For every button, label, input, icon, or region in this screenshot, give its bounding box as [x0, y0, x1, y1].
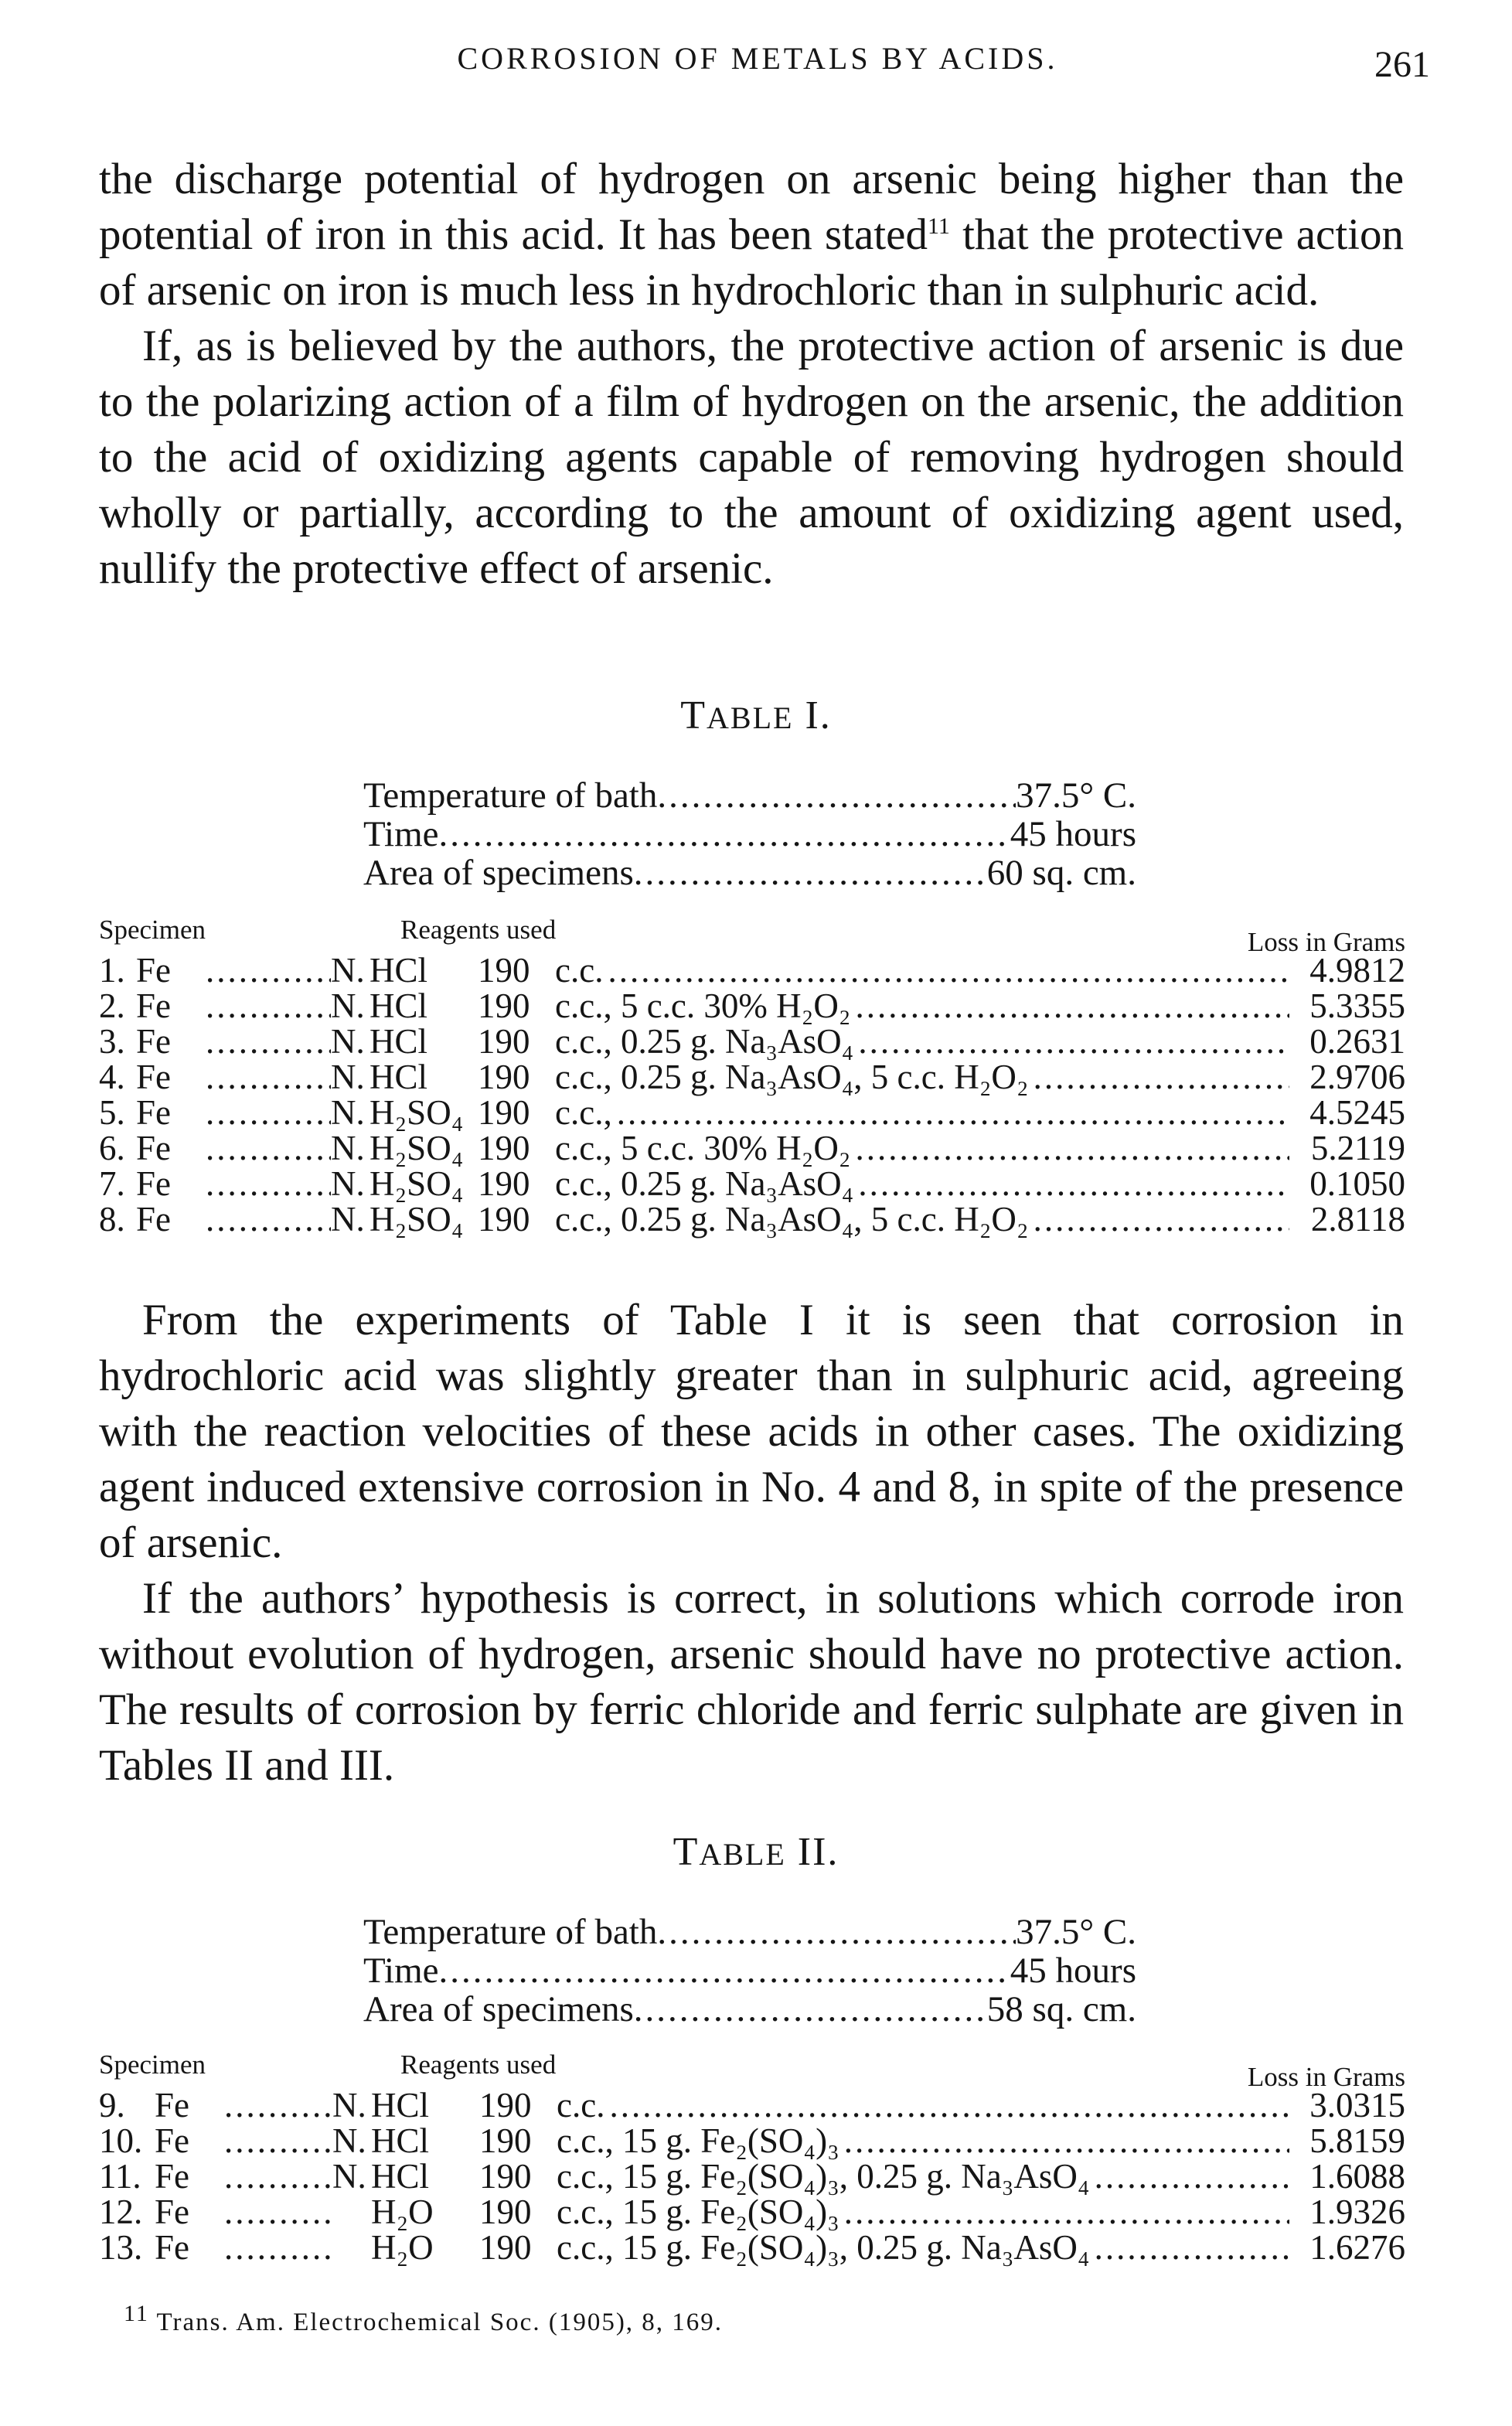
column-header-specimen: Specimen [99, 915, 206, 945]
row-number: 13. [99, 2228, 143, 2267]
row-loss: 4.5245 [1309, 1093, 1405, 1132]
row-acid: H₂SO₄ [369, 1164, 464, 1203]
row-volume: 190 [479, 2121, 532, 2160]
row-loss: 4.9812 [1309, 951, 1405, 990]
row-acid: HCl [371, 2157, 430, 2196]
paragraph-1 [99, 152, 1404, 319]
table-row [99, 1166, 1405, 1201]
row-additions: c.c., [555, 1093, 612, 1132]
dot-leader [603, 952, 1289, 988]
dot-leader [851, 988, 1290, 1024]
dot-leader [839, 2194, 1289, 2230]
table-row [99, 2159, 1405, 2194]
page-number: 261 [1374, 44, 1430, 85]
row-additions: c.c., 0.25 g. Na₃AsO₄, 5 c.c. H₂O₂ [555, 1200, 1029, 1239]
row-normality: N. [332, 2121, 366, 2160]
row-number: 5. [99, 1093, 125, 1132]
row-loss: 1.9326 [1309, 2193, 1405, 2231]
dot-leader [1029, 1201, 1289, 1237]
row-metal: Fe [136, 1200, 171, 1239]
dot-leader [634, 1990, 987, 2029]
condition-row [363, 1951, 1136, 1990]
row-volume: 190 [479, 2157, 532, 2196]
row-number: 7. [99, 1164, 125, 1203]
row-loss: 3.0315 [1309, 2086, 1405, 2124]
condition-label: Temperature of bath [363, 1912, 658, 1952]
table-2-caption-number: II. [797, 1830, 839, 1874]
table-2-caption [0, 1829, 1512, 1875]
column-header-loss: Loss in Grams [1247, 927, 1405, 957]
table-2-caption-word: ABLE [699, 1837, 786, 1872]
dot-leader [206, 988, 331, 1024]
row-metal: Fe [136, 1129, 171, 1167]
condition-row [363, 1990, 1136, 2029]
dot-leader [839, 2123, 1289, 2159]
row-acid: HCl [369, 951, 428, 990]
table-1-caption-word: ABLE [707, 700, 794, 735]
table-2 [99, 2041, 1405, 2265]
row-volume: 190 [478, 1058, 530, 1096]
running-title: CORROSION OF METALS BY ACIDS. [457, 41, 1058, 76]
table-1 [99, 906, 1405, 1237]
dot-leader [206, 1130, 331, 1166]
row-normality: N. [331, 986, 365, 1025]
footnote-text: Trans. Am. Electrochemical Soc. (1905), 8, 169. [156, 2308, 724, 2336]
column-header-reagents: Reagents used [400, 2049, 557, 2080]
table-row [99, 2123, 1405, 2159]
condition-value: 60 sq. cm. [986, 853, 1136, 893]
condition-row [363, 776, 1136, 815]
condition-label: Area of specimens [363, 1989, 634, 2029]
row-volume: 190 [479, 2228, 532, 2267]
row-normality: N. [331, 1164, 365, 1203]
row-loss: 5.8159 [1309, 2121, 1405, 2160]
row-loss: 5.2119 [1310, 1129, 1405, 1167]
condition-label: Area of specimens [363, 853, 634, 893]
row-number: 11. [99, 2157, 141, 2196]
row-loss: 2.8118 [1310, 1200, 1405, 1239]
row-normality: N. [331, 1129, 365, 1167]
table-row [99, 1130, 1405, 1166]
row-additions: c.c., 15 g. Fe₂(SO₄)₃ [557, 2121, 839, 2160]
row-additions: c.c., 0.25 g. Na₃AsO₄, 5 c.c. H₂O₂ [555, 1058, 1029, 1096]
row-acid: H₂SO₄ [369, 1129, 464, 1167]
row-loss: 0.1050 [1309, 1164, 1405, 1203]
table-row [99, 988, 1405, 1024]
condition-label: Time [363, 1951, 439, 1991]
dot-leader [206, 1024, 331, 1059]
row-volume: 190 [478, 1164, 530, 1203]
row-number: 10. [99, 2121, 143, 2160]
dot-leader [206, 1166, 331, 1201]
table-2-caption-initial: T [673, 1830, 700, 1874]
dot-leader [604, 2087, 1289, 2123]
condition-value: 37.5° C. [1016, 1912, 1136, 1952]
table-row [99, 2087, 1405, 2123]
row-volume: 190 [478, 1200, 530, 1239]
dot-leader [853, 1166, 1289, 1201]
row-volume: 190 [478, 986, 530, 1025]
dot-leader [439, 1951, 1010, 1990]
text-block-middle [99, 1293, 1404, 1794]
row-acid: HCl [369, 986, 428, 1025]
table-2-header [99, 2041, 1405, 2092]
dot-leader [224, 2194, 332, 2230]
row-acid: H₂SO₄ [369, 1093, 464, 1132]
dot-leader [657, 776, 1016, 815]
row-volume: 190 [479, 2193, 532, 2231]
row-number: 3. [99, 1022, 125, 1061]
row-metal: Fe [155, 2157, 189, 2196]
row-volume: 190 [479, 2086, 532, 2124]
dot-leader [206, 1095, 331, 1130]
condition-row [363, 854, 1136, 892]
dot-leader [224, 2087, 332, 2123]
row-normality: N. [331, 1058, 365, 1096]
row-normality: N. [332, 2157, 366, 2196]
table-1-caption-initial: T [680, 693, 707, 738]
row-metal: Fe [136, 951, 171, 990]
row-metal: Fe [155, 2193, 189, 2231]
row-normality: N. [331, 1093, 365, 1132]
row-normality: N. [331, 951, 365, 990]
table-row [99, 1024, 1405, 1059]
dot-leader [224, 2123, 332, 2159]
table-row [99, 1095, 1405, 1130]
row-additions: c.c., 0.25 g. Na₃AsO₄ [555, 1164, 854, 1203]
row-normality: N. [332, 2086, 366, 2124]
row-loss: 2.9706 [1309, 1058, 1405, 1096]
column-header-reagents: Reagents used [400, 915, 557, 945]
row-metal: Fe [155, 2121, 189, 2160]
table-1-caption [0, 693, 1512, 738]
row-additions: c.c., 15 g. Fe₂(SO₄)₃ [557, 2193, 839, 2231]
condition-value: 58 sq. cm. [986, 1989, 1136, 2029]
column-header-loss: Loss in Grams [1247, 2062, 1405, 2092]
row-volume: 190 [478, 1093, 530, 1132]
page-header [100, 40, 1430, 94]
dot-leader [206, 1059, 331, 1095]
paragraph-3: From the experiments of Table I it is seen that corrosion in hydrochloric acid was slightly greater than in sulphuric acid, agreeing with the reaction velocities of these acids in other cases. The oxidizing agent induced extensive corrosion in No. 4 and 8, in spite of the presence of arsenic. [99, 1296, 1404, 1567]
table-row [99, 1201, 1405, 1237]
table-1-caption-number: I. [805, 693, 832, 738]
condition-value: 45 hours [1010, 814, 1136, 854]
dot-leader [206, 952, 331, 988]
dot-leader [439, 815, 1010, 854]
row-additions: c.c., 15 g. Fe₂(SO₄)₃, 0.25 g. Na₃AsO₄ [557, 2228, 1090, 2267]
row-loss: 5.3355 [1309, 986, 1405, 1025]
paragraph-2: If, as is believed by the authors, the protective action of arsenic is due to the polarizing action of a film of hydrogen on the arsenic, the addition to the acid of oxidizing agents capable of removing hydrogen should wholly or partially, according to the amount of oxidizing agent used, nullify the protective effect of arsenic. [99, 322, 1404, 593]
footnote-reference: 11 [927, 213, 950, 239]
row-loss: 1.6088 [1309, 2157, 1405, 2196]
footnote-marker: 11 [124, 2301, 149, 2326]
row-metal: Fe [155, 2086, 189, 2124]
dot-leader [851, 1130, 1290, 1166]
table-row [99, 1059, 1405, 1095]
row-acid: HCl [369, 1022, 428, 1061]
text-block-upper [99, 152, 1404, 597]
column-header-specimen: Specimen [99, 2049, 206, 2080]
row-acid: H₂O [371, 2228, 434, 2267]
row-normality: N. [331, 1022, 365, 1061]
dot-leader [612, 1095, 1289, 1130]
paragraph-1-text: the discharge potential of hydrogen on arsenic being higher than the potential of iron in this acid. It has been stated [99, 155, 1404, 259]
condition-label: Temperature of bath [363, 775, 658, 816]
row-normality: N. [331, 1200, 365, 1239]
condition-value: 37.5° C. [1016, 775, 1136, 816]
row-volume: 190 [478, 951, 530, 990]
footnote [124, 2301, 724, 2337]
row-additions: c.c., 15 g. Fe₂(SO₄)₃, 0.25 g. Na₃AsO₄ [557, 2157, 1090, 2196]
table-row [99, 2230, 1405, 2265]
dot-leader [1090, 2230, 1289, 2265]
row-metal: Fe [136, 1058, 171, 1096]
paragraph-1-text-cont: that the protective action of arsenic on iron is much less in hydrochloric than in sulphuric acid. [99, 210, 1404, 315]
table-row [99, 952, 1405, 988]
row-acid: HCl [371, 2121, 430, 2160]
table-row [99, 2194, 1405, 2230]
dot-leader [1029, 1059, 1289, 1095]
row-additions: c.c., 0.25 g. Na₃AsO₄ [555, 1022, 854, 1061]
row-volume: 190 [478, 1022, 530, 1061]
row-number: 12. [99, 2193, 143, 2231]
row-acid: HCl [369, 1058, 428, 1096]
condition-value: 45 hours [1010, 1951, 1136, 1991]
row-additions: c.c., 5 c.c. 30% H₂O₂ [555, 986, 851, 1025]
dot-leader [224, 2159, 332, 2194]
condition-row [363, 1913, 1136, 1951]
row-metal: Fe [136, 1022, 171, 1061]
paragraph-4: If the authors’ hypothesis is correct, in solutions which corrode iron without evolution of hydrogen, arsenic should have no protective action. The results of corrosion by ferric chloride and ferric sulphate are given in Tables II and III. [99, 1574, 1404, 1790]
table-1-conditions [363, 776, 1136, 892]
row-acid: H₂SO₄ [369, 1200, 464, 1239]
row-number: 9. [99, 2086, 125, 2124]
dot-leader [224, 2230, 332, 2265]
table-2-conditions [363, 1913, 1136, 2029]
row-metal: Fe [136, 1093, 171, 1132]
row-additions: c.c. [557, 2086, 605, 2124]
row-acid: HCl [371, 2086, 430, 2124]
row-number: 6. [99, 1129, 125, 1167]
row-number: 8. [99, 1200, 125, 1239]
row-metal: Fe [136, 986, 171, 1025]
dot-leader [634, 854, 987, 892]
condition-label: Time [363, 814, 439, 854]
row-number: 1. [99, 951, 125, 990]
dot-leader [657, 1913, 1016, 1951]
dot-leader [853, 1024, 1289, 1059]
row-metal: Fe [136, 1164, 171, 1203]
dot-leader [1090, 2159, 1289, 2194]
row-additions: c.c. [555, 951, 604, 990]
dot-leader [206, 1201, 331, 1237]
row-loss: 0.2631 [1309, 1022, 1405, 1061]
row-acid: H₂O [371, 2193, 434, 2231]
row-volume: 190 [478, 1129, 530, 1167]
row-number: 4. [99, 1058, 125, 1096]
row-loss: 1.6276 [1309, 2228, 1405, 2267]
condition-row [363, 815, 1136, 854]
row-number: 2. [99, 986, 125, 1025]
row-additions: c.c., 5 c.c. 30% H₂O₂ [555, 1129, 851, 1167]
table-1-header [99, 906, 1405, 957]
row-metal: Fe [155, 2228, 189, 2267]
